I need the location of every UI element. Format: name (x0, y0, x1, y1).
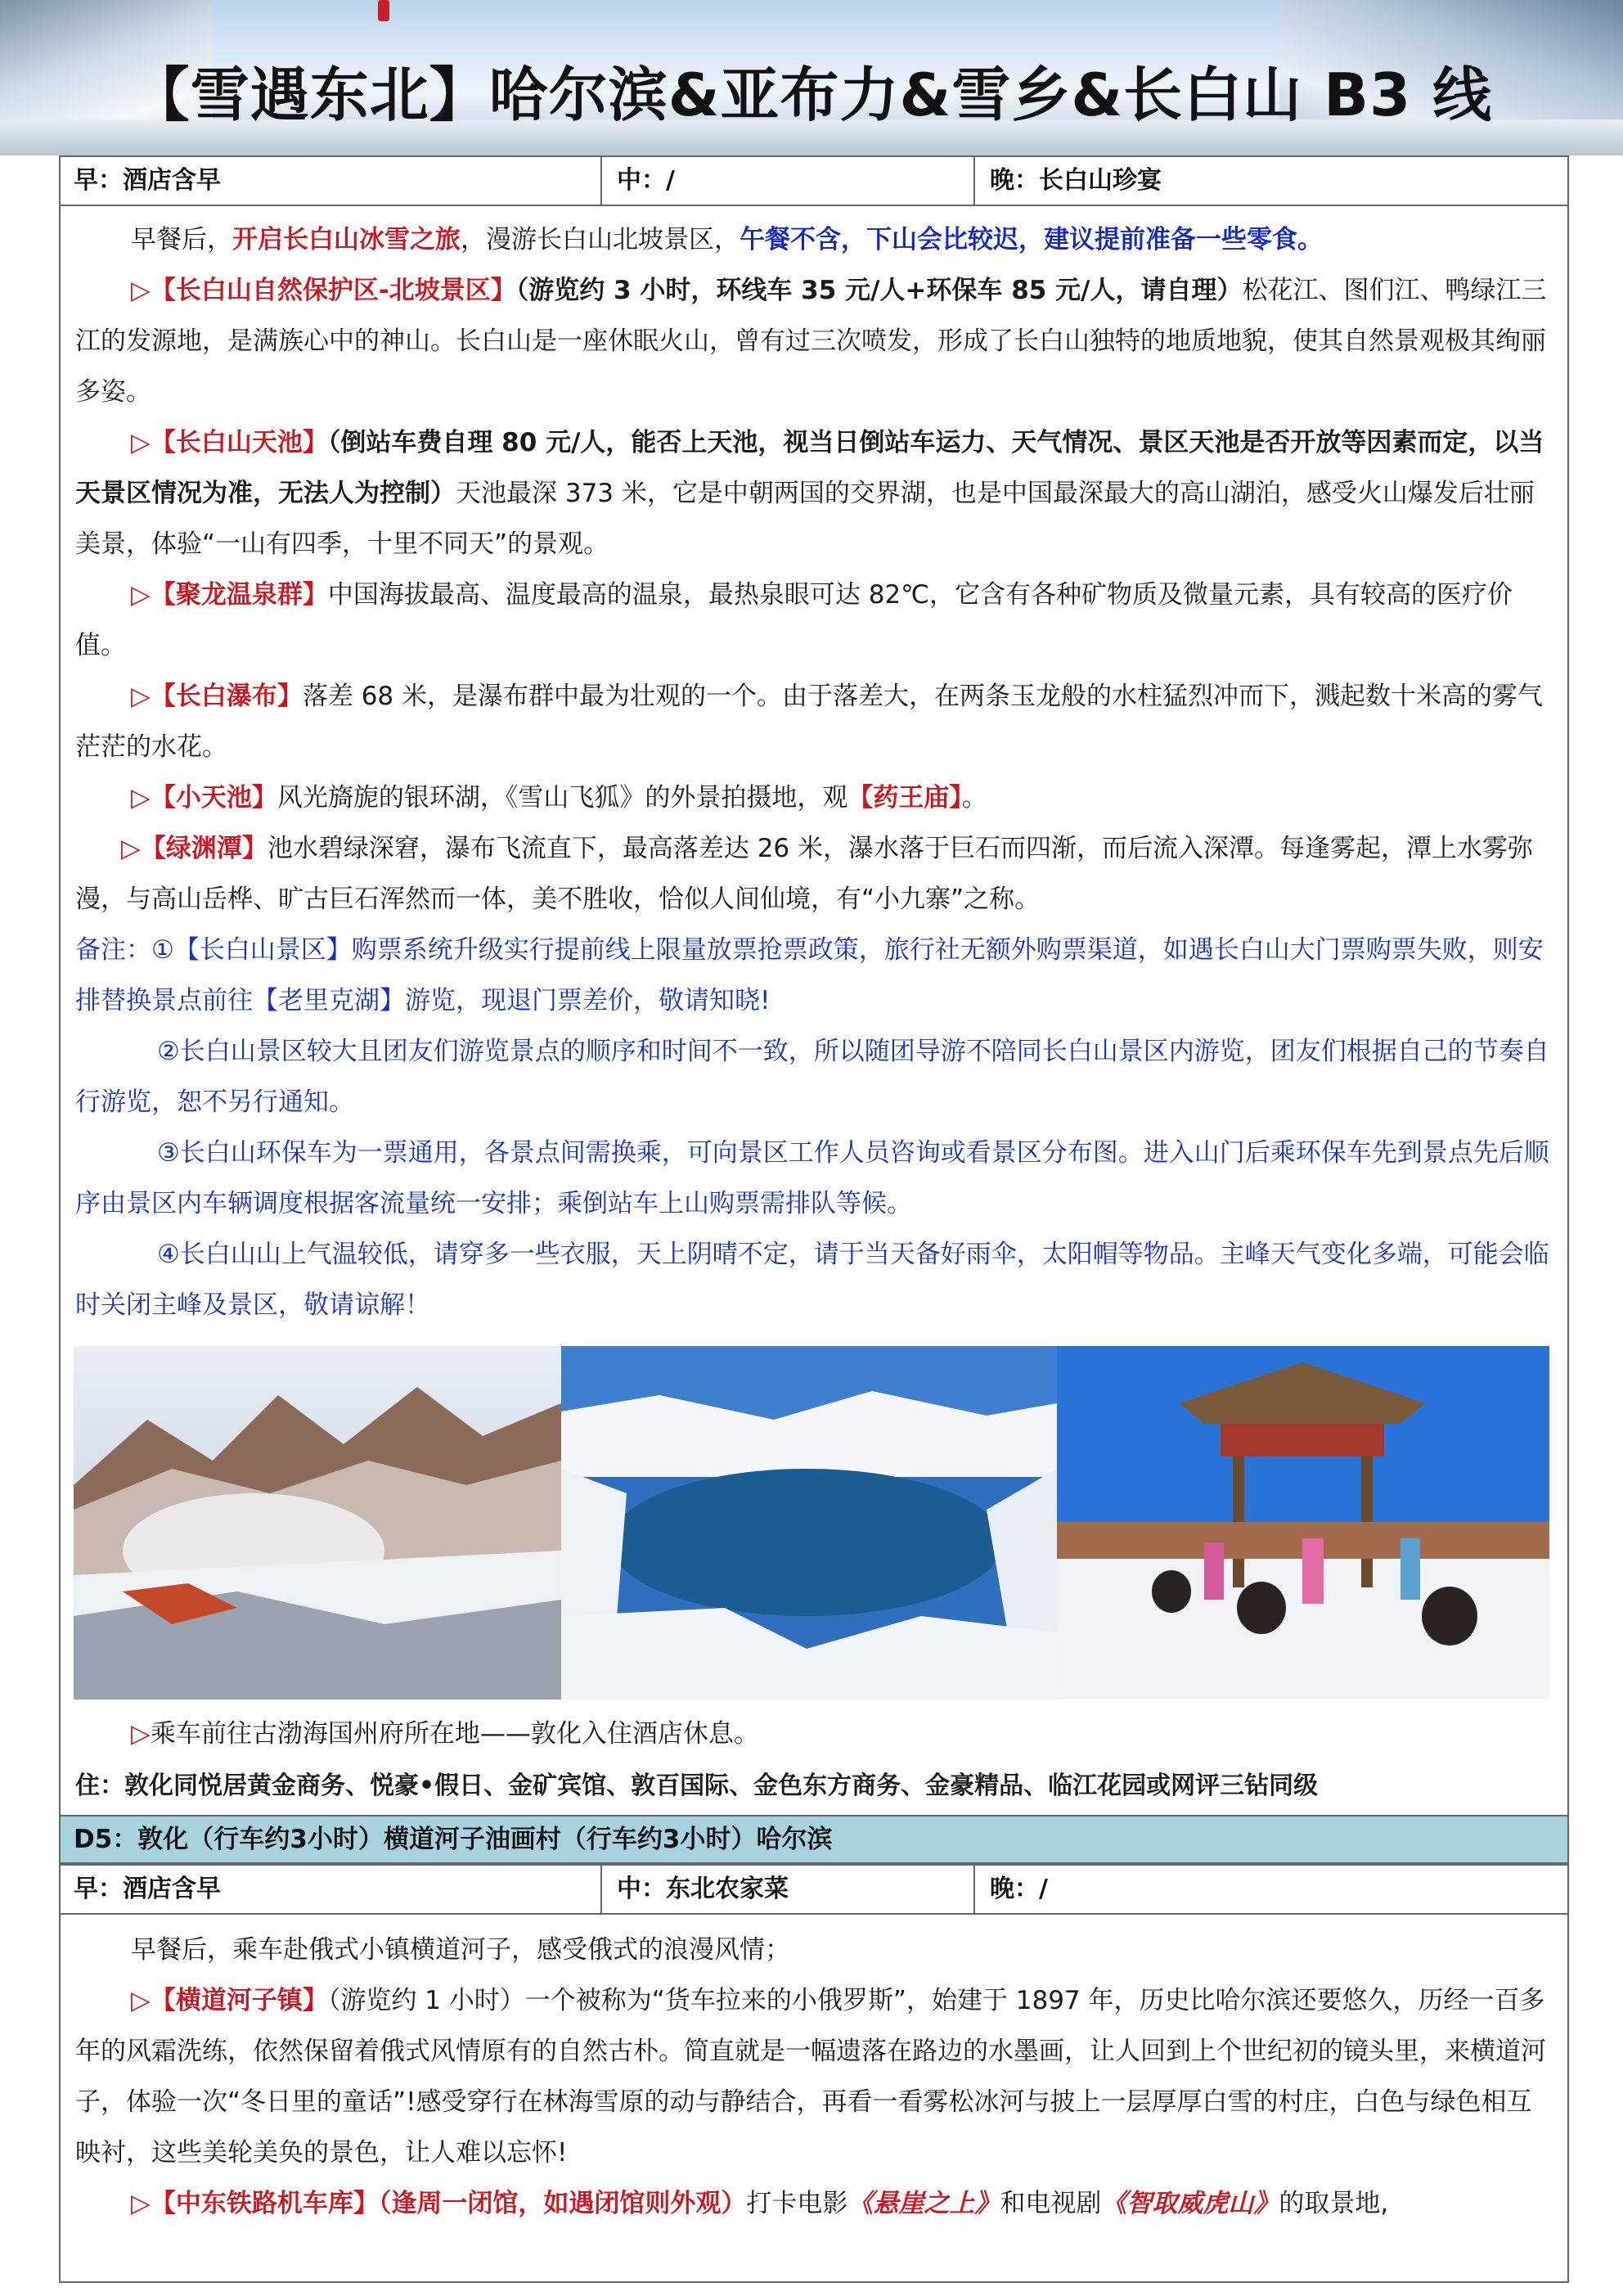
triangle-icon: ▷ (131, 2189, 151, 2218)
attraction-fee: 环线车 35 元/人+环保车 85 元/人，请自理 (716, 276, 1217, 305)
note-paragraph: ②长白山景区较大且团友们游览景点的顺序和时间不一致，所以随团导游不陪同长白山景区内游览，团友们根据自己的节奏自行游览，恕不另行通知。 (75, 1037, 1549, 1117)
attraction-paragraph (75, 671, 1553, 772)
triangle-icon: ▷ (131, 428, 151, 457)
attraction-name: 【药王庙】 (847, 783, 962, 813)
attraction-description: 的取景地, (1279, 2189, 1389, 2218)
day4-itinerary-text (75, 214, 1553, 1330)
intro-paragraph (75, 214, 1553, 265)
attraction-paragraph (75, 265, 1553, 417)
transfer-text: 乘车前往古渤海国州府所在地——敦化入住酒店休息。 (150, 1719, 759, 1749)
attraction-description: 中国海拔最高、温度最高的温泉，最热泉眼可达 82℃，它含有各种矿物质及微量元素，具有较高的医疗价值。 (75, 580, 1513, 660)
transfer-paragraph (75, 1708, 1553, 1760)
attraction-note: （游览约 3 小时， (515, 276, 717, 305)
film-title: 《智取威虎山》 (1101, 2189, 1279, 2218)
attraction-name: 【小天池】 (150, 783, 277, 813)
triangle-icon: ▷ (131, 682, 151, 711)
intro-text: ，漫游长白山北坡景区， (461, 225, 740, 254)
day4-closing (75, 1708, 1553, 1812)
attraction-paragraph (75, 569, 1553, 671)
attraction-note: ） (1216, 276, 1243, 305)
attraction-paragraph (75, 823, 1553, 925)
attraction-description: 天池最深 373 米，它是中朝两国的交界湖，也是中国最深最大的高山湖泊，感受火山爆发后壮丽美景，体验“一山有四季，十里不同天”的景观。 (75, 479, 1535, 559)
intro-lunch-warning: 午餐不含，下山会比较迟，建议提前准备一些零食。 (740, 225, 1323, 254)
triangle-icon: ▷ (131, 783, 151, 813)
attraction-name: 【横道河子镇】 (150, 1986, 328, 2015)
attraction-paragraph (75, 417, 1553, 569)
korean-pavilion-photo (1057, 1346, 1549, 1699)
attraction-name: 【中东铁路机车库】（逢周一闭馆，如遇闭馆则外观） (150, 2189, 747, 2218)
hot-spring-photo (74, 1346, 561, 1699)
attraction-description: 。 (961, 783, 987, 813)
intro-text: 早餐后， (131, 225, 232, 254)
triangle-icon: ▷ (131, 276, 151, 305)
triangle-icon: ▷ (131, 1986, 151, 2015)
hotel-info: 住：敦化同悦居黄金商务、悦豪•假日、金矿宾馆、敦百国际、金色东方商务、金豪精品、临江花园或网评三钻同级 (75, 1772, 1319, 1800)
day5-meal-row (59, 1864, 1569, 1915)
heaven-lake-photo (561, 1346, 1057, 1699)
attraction-paragraph (75, 772, 1553, 823)
attraction-paragraph (75, 1975, 1553, 2178)
intro-paragraph: 早餐后，乘车赴俄式小镇横道河子，感受俄式的浪漫风情； (131, 1935, 790, 1965)
attraction-name: 【长白瀑布】 (150, 682, 303, 711)
dinner-cell: 晚：长白山珍宴 (990, 166, 1162, 195)
attraction-description: 打卡电影 (746, 2189, 848, 2218)
red-lantern-icon (378, 0, 389, 21)
attraction-name: 【长白山自然保护区-北坡景区】 (150, 276, 516, 305)
lunch-cell: 中：东北农家菜 (602, 1866, 975, 1913)
triangle-icon: ▷ (121, 834, 141, 863)
attraction-paragraph (75, 2178, 1553, 2229)
note-paragraph: 备注：①【长白山景区】购票系统升级实行提前线上限量放票抢票政策，旅行社无额外购票渠道，如遇长白山大门票购票失败，则安排替换景点前往【老里克湖】游览，现退门票差价，敬请知晓! (75, 935, 1544, 1015)
attraction-description: 池水碧绿深窘，瀑布飞流直下，最高落差达 26 米，瀑水落于巨石而四渐，而后流入深潭。每逢雾起，潭上水雾弥漫，与高山岳桦、旷古巨石浑然而一体，美不胜收，恰似人间仙境，有“小九寨”之称。 (75, 834, 1533, 914)
day5-title-row: D5：敦化（行车约3小时）横道河子油画村（行车约3小时）哈尔滨 (61, 1815, 1567, 1864)
lunch-cell: 中：/ (602, 157, 975, 205)
triangle-icon: ▷ (131, 580, 151, 610)
breakfast-cell: 早：酒店含早 (59, 1866, 602, 1913)
attraction-name: 【长白山天池】 (150, 428, 328, 457)
day5-itinerary-text (75, 1925, 1553, 2229)
triangle-icon: ▷ (131, 1719, 151, 1749)
attraction-name: 【聚龙温泉群】 (150, 580, 328, 610)
attraction-description: 落差 68 米，是瀑布群中最为壮观的一个。由于落差大，在两条玉龙般的水柱猛烈冲而下，溅起数十米高的雾气茫茫的水花。 (75, 682, 1543, 762)
header-banner (0, 0, 1623, 155)
film-title: 《悬崖之上》 (847, 2189, 1000, 2218)
dinner-cell: 晚：/ (990, 1875, 1048, 1903)
photo-strip (74, 1346, 1551, 1699)
attraction-description: 和电视剧 (1000, 2189, 1102, 2218)
note-paragraph: ④长白山山上气温较低，请穿多一些衣服，天上阴晴不定，请于当天备好雨伞，太阳帽等物品。主峰天气变化多端，可能会临时关闭主峰及景区，敬请谅解！ (75, 1240, 1549, 1320)
attraction-description: 松花江、图们江、鸭绿江三江的发源地，是满族心中的神山。长白山是一座休眠火山，曾有过三次喷发，形成了长白山独特的地质地貌，使其自然景观极其绚丽多姿。 (75, 276, 1547, 407)
attraction-name: 【绿渊潭】 (140, 834, 268, 863)
day4-meal-row (59, 155, 1569, 206)
intro-highlight: 开启长白山冰雪之旅 (232, 225, 461, 254)
page-title: 【雪遇东北】哈尔滨&亚布力&雪乡&长白山 B3 线 (130, 61, 1493, 129)
note-paragraph: ③长白山环保车为一票通用，各景点间需换乘，可向景区工作人员咨询或看景区分布图。进入山门后乘环保车先到景点先后顺序由景区内车辆调度根据客流量统一安排；乘倒站车上山购票需排队等候。 (75, 1138, 1549, 1218)
breakfast-cell: 早：酒店含早 (59, 157, 602, 205)
attraction-description: （游览约 1 小时）一个被称为“货车拉来的小俄罗斯”，始建于 1897 年，历史比哈尔滨还要悠久，历经一百多年的风霜洗练，依然保留着俄式风情原有的自然古朴。简直就是一幅遗落在路边的水墨画，让人回到上个世纪初的镜头里，来横道河子，体验一次“冬日里的童话”!感受穿行在林海雪原的动与静结合，再看一看雾松冰河与披上一层厚厚白雪的村庄，白色与绿色相互映衬，这些美轮美奂的景色，让人难以忘怀! (75, 1986, 1546, 2168)
attraction-note: （倒站车费自理 80 元/人，能否上天池，视当日倒站车运力、天气情况、景区天池是否开放等因素而定，以当天景区情况为准，无法人为控制） (75, 428, 1544, 508)
attraction-description: 风光旖旎的银环湖，《雪山飞狐》的外景拍摄地，观 (276, 783, 848, 813)
